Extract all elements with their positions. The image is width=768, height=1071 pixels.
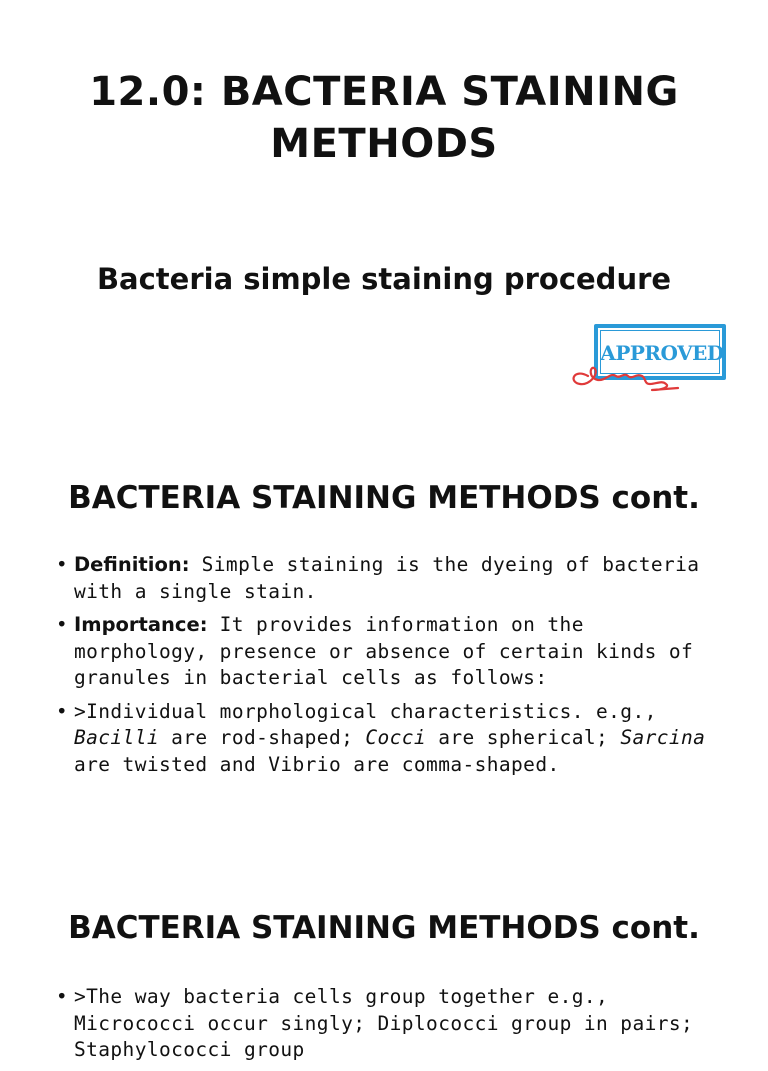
approved-stamp	[566, 318, 736, 398]
page-title: 12.0: BACTERIA STAINING METHODS	[89, 69, 679, 167]
signature-icon	[566, 354, 686, 398]
stamp-label: APPROVED	[600, 341, 724, 365]
bullet-list	[56, 984, 716, 1071]
slide-3	[0, 860, 768, 1061]
bullet-icon: •	[56, 699, 68, 723]
slide-2	[0, 430, 768, 860]
list-item: • Importance: It provides information on the morphology, presence or absence of certain kinds of granules in bacterial cells as follows:	[56, 613, 694, 689]
section-title: BACTERIA STAINING METHODS cont.	[68, 480, 700, 516]
bullet-icon: •	[56, 613, 68, 636]
section-title: BACTERIA STAINING METHODS cont.	[68, 910, 700, 946]
list-item: • Definition: Simple staining is the dyeing of bacteria with a single stain.	[56, 553, 700, 603]
list-item: • >The way bacteria cells group together e.g., Micrococci occur singly; Diplococci group in pairs; Staphylococci group	[56, 985, 694, 1061]
bullet-icon: •	[56, 553, 68, 576]
list-item: • >Individual morphological characteristics. e.g., Bacilli are rod-shaped; Cocci are spherical; Sarcina are twisted and Vibrio are comma-shaped.	[56, 699, 706, 776]
slide-subtitle: Bacteria simple staining procedure	[96, 262, 672, 296]
slide-1	[0, 0, 768, 430]
bullet-icon: •	[56, 985, 68, 1008]
bullet-list	[56, 552, 716, 785]
